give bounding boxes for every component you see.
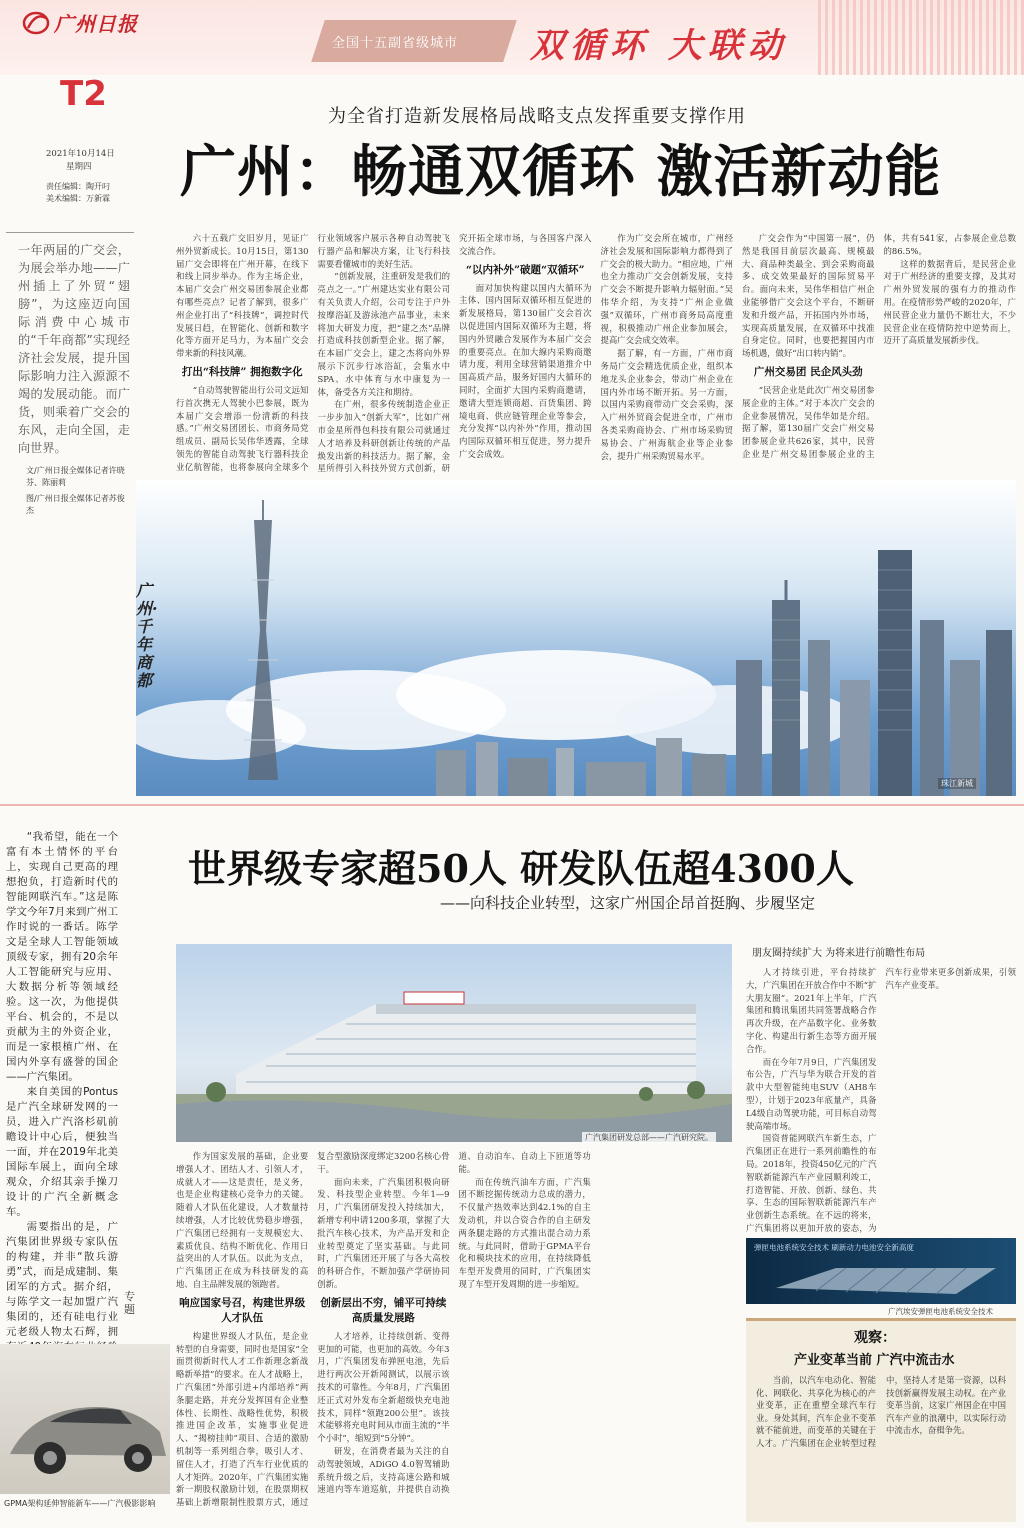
car-photo xyxy=(0,1344,170,1494)
skyline-label: 珠江新城 xyxy=(938,778,976,789)
feature-columns-right xyxy=(746,966,1016,1236)
feature-columns-left xyxy=(176,1150,732,1520)
battery-pack-svg xyxy=(746,1238,1016,1304)
lead-intro: 一年两届的广交会，为展会举办地——广州插上了外贸“翅膀”，为这座迈向国际消费中心城市的“千年商都”实现经济社会发展，提升国际影响力注入源源不竭的发展动能。而广货，则乘着广交会的东风，走向全国，走向世界。 xyxy=(18,243,130,455)
feature-subhead-1: 响应国家号召，构建世界级人才队伍 xyxy=(179,1296,306,1324)
lead-body-3b: 据了解，有一方面，广州市商务局广交会精选优质企业，组织本地龙头企业参会，带动广州企业在国内外市场不断开拓。另一方面，以国内采购商带动广交会采购，深入广州外贸商会促进全市，广州市各类采购商协会、广州市场采购贸易协会、广州海航企业等企业参会，提升广州采购贸易水平。 xyxy=(600,348,733,461)
lead-columns xyxy=(176,232,1016,480)
lead-body-2b: 面对加快构建以国内大循环为主体、国内国际双循环相互促进的新发展格局，第130届广交会首次以促进国内国际双循环为主题，将国内外贸融合发展作为本届广交会的重要亮点。在加大線内采购商邀请力度，利用全球营销渠道推介中国高质产品，服务好国内大循环的同时，全面扩大国内采购商邀请，邀请大型连锁商超、百货集团、跨境电商、供应链管理企业等参会，充分发挥“以内补外”作用，推动国内国际双循环相互促进，努力提升广交会成效。 xyxy=(459,282,592,459)
feature-body-1b: 构建世界级人才队伍，是企业转型的自身需要，同时也是国家“全面贯彻新时代人才工作新理念新战略新举措”的要求。在人才战略上，广汽集团“外部引进+内部培养”两条腿走路，并充分发挥国有企业整体性、长期性、战略性优势，积极推进国企改革，实施事业促进人、“揭榜挂帅”项目、合适的激励机制等一系列组合拳，吸引人才、留住人才，打造了汽车行业优质的人才矩阵。2020年，广汽集团实施新一期股权激励计划，在股票期权基础上新增限制性股票方式，通过复合型激励深度绑定3200名核心骨干。 xyxy=(176,1151,450,1508)
battery-photo-caption: 广汽埃安弹匣电池系统安全技术 xyxy=(888,1307,993,1316)
observe-subtitle: 产业变革当前 广汽中流击水 xyxy=(794,1353,955,1368)
region-tag-text: 全国十五副省级城市 xyxy=(332,36,459,51)
feature-body-4b: 而在今年7月9日，广汽集团发布公告，广汽与华为联合开发的首款中大型智能纯电SUV（AH8车型），计划于2023年底量产，具备L4级自动驾驶功能，可目标自动驾驶高端市场。 xyxy=(746,1056,877,1131)
feature-side-text: “我希望，能在一个富有本土情怀的平台上，实现自己更高的理想抱负，打造新时代的智能网联汽车。”这是陈学文今年7月来到广州工作时说的一番话。陈学文是全球人工智能领域顶级专家，拥有20余年人工智能研究与应用、大数据分析等领域经验。这一次，为他提供平台、机会的，不是以贡献为主的外资企业，而是一家根植广州、在国内外享有盛誉的国企——广汽集团。 xyxy=(6,831,118,1083)
feature-photo2-banner: 朋友圈持续扩大 为将来进行前瞻性布局 xyxy=(752,948,926,959)
lead-body-4c: 这样的数据背后，是民营企业对于广州经济的重要支撑，及其对广州外贸发展的强有力的推动作用。在疫情形势严峻的2020年，广州民营企业力量仍不断壮大，不少民营企业在疫情防控中逆势而上，迈开了高质量发展新步伐。 xyxy=(883,258,1016,346)
feature-subhead: ——向科技企业转型，这家广州国企昂首挺胸、步履坚定 xyxy=(440,894,816,912)
observe-text: 当前，以汽车电动化、智能化、网联化、共享化为核心的产业变革，正在重塑全球汽车行业。身处其间，汽车企业不变革就不能前进，而变革的关键在于人才。广汽集团在企业转型过程中，坚持人才是第一资源，以科技创新赢得发展主动权。在产业变革当前，这家广州国企在中国汽车产业的浪潮中，以实际行动中流击水，奋楫争先。 xyxy=(756,1375,1006,1448)
masthead-weekday: 星期四 xyxy=(66,162,92,172)
feature-body-1: 作为国家发展的基础，企业要增强人才、团结人才、引领人才，成就人才——这是责任，是义务，也是企业构建核心竞争力的关键。随着人才队伍化建设，人才数量持续增强，人才比较优势稳步增强，广汽集团已经拥有一支规模宏大、素质优良、结构不断优化、作用日益突出的人才队伍。以此为支点，广汽集团正在成为科技研发的高地、自主品牌发展的领跑者。 xyxy=(176,1151,309,1289)
lead-body-4: 广交会作为“中国第一展”，仍然是我国目前层次最高、规模最大、商品种类最全、到会采购商最多、成交效果最好的国际贸易平台。面向未来，吴伟华相信广州企业能够借广交会这个平台，不断研发和升级产品，开拓国内外市场，实现高质量发展，在双循环中找准自身定位。同时，也要把握国内市场机遇，做好“出口转内销”。 xyxy=(742,233,875,359)
lead-subhead-1: 打出“科技牌” 拥抱数字化 xyxy=(181,365,303,378)
lead-body-4b: “民营企业是此次广州交易团参展企业的主体。”对于本次广交会的企业参展情况，吴伟华如是介绍。据了解，第130届广交会广州交易团参展企业共626家，其中，民营企业是广州交易团参展企业的主体，共有541家，占参展企业总数的86.5%。 xyxy=(742,233,1016,459)
observe-box xyxy=(746,1318,1016,1522)
feature-headline: 世界级专家超50人 研发队伍超4300人 xyxy=(188,846,854,891)
banner-slogan: 双循环 大联动 xyxy=(530,26,788,66)
lead-body-2: 在广州，很多传统制造企业正一步步加入“创新大军”，比如广州市金星所得包科技有限公司就通过人才培养及科研创新让传统的产品焕发出新的科技活力。据了解，金星所得引入科技外贸方式创新，研究开拓全球市场，与各国客户深入交流合作。 xyxy=(317,233,592,474)
feature-body-2: 面向未来，广汽集团积极向研发、科技型企业转型。今年1—9月，广汽集团研发投入持续加大，新增专利申请1200多项，掌握了大批汽车核心技术，为产品开发和企业转型奠定了坚实基础。与此同时，广汽集团还开展了与各大高校的科研合作，不断加强产学研协同创新。 xyxy=(317,1176,450,1289)
feature-side-text-2: 来自美国的Pontus是广汽全球研发网的一员，进入广汽洛杉矶前瞻设计中心后，便独当一面，并在2019年北美国际车展上，面向全球观众，介绍其亲手操刀设计的广汽全新概念车。 xyxy=(6,1086,118,1218)
logo-text: 广州日报 xyxy=(54,12,138,36)
feature-body-3b: 而在传统汽油车方面，广汽集团不断挖掘传统动力总成的潜力，不仅量产热效率达到42.1%的自主发动机，并以合资合作的自主研发两条腿走路的方式推出混合动力系统。与此同时，借助于GPMA平台化和模块技术的应用，在持续降低车型开发费用的同时，广汽集团实现了车型开发周期的进一步缩短。 xyxy=(458,1176,591,1289)
lead-credit-photo: 图/广州日报全媒体记者苏俊杰 xyxy=(26,494,125,515)
research-building-svg xyxy=(176,944,732,1142)
lead-credit-text: 文/广州日报全媒体记者许晓芬、陈丽莉 xyxy=(26,466,125,487)
masthead-editor: 责任编辑：陶开叼 xyxy=(46,182,110,191)
lead-intro-box xyxy=(6,232,134,612)
banner-stripes xyxy=(818,0,1024,75)
research-photo xyxy=(176,944,732,1142)
lead-body-1c: “创新发展，注重研发是我们的亮点之一。”广州建达实业有限公司有关负责人介绍，公司专注于户外按摩浴缸及游泳池产品事业，未来将加大研发力度，把“建之杰”品牌打造成科技创新型企业。据了解，在本届广交会上，建之杰将向外界展示下沉步行冰浴缸，会集水中SPA、水中体育与水中康复为一体，备受各方关注和期待。 xyxy=(317,271,450,397)
masthead-date: 2021年10月14日 xyxy=(46,149,115,159)
feature-body-4: 人才持续引进，平台持续扩大，广汽集团在开放合作中不断“扩大朋友圈”。2021年上半年，广汽集团和腾讯集团共同签署战略合作再次升级，在产品数字化、业务数字化、构建出行新生态等方面开展合作。 xyxy=(746,967,877,1054)
feature-body-4c: 国资普能网联汽车新生态，广汽集团正在进行一系列前瞻性的布局。2018年，投资450亿元的广汽智联新能源汽车产业园顺利竣工，打造智能、开放、创新、绿色、共享、生态的国际智联新能源汽车产业创新生态系统。在不远的将来，广汽集团将以更加开放的姿态，为汽车行业带来更多创新成果，引领汽车产业变革。 xyxy=(746,967,1016,1233)
car-svg xyxy=(0,1344,170,1494)
lead-body-1: 六十五载广交旧岁月，见证广州外贸新成长。10月15日，第130届广交会即将在广州开幕，在线下和线上同步举办。作为主场企业，本届广交会广州交易团参展企业都有哪些亮点？记者了解到，很多广州企业打出了“科技牌”，调控时代发展日趋，在智能化、创新和数字化等方面开足马力，为本届广交会带来新的科技风潮。 xyxy=(176,233,309,359)
topic-label: 专题 xyxy=(124,1290,135,1316)
lead-body-3: 作为广交会所在城市，广州经济社会发展和国际影响力都得到了广交会的极大助力。“相应地，广州也全力推动广交会创新发展，支持广交会不断提升影响力辐射面。”吴伟华介绍，为支持“广州企业做强”双循环，广州市商务局高度重视，积极推动广州企业参加展会，提高广交会成交效率。 xyxy=(600,233,733,346)
battery-photo xyxy=(746,1238,1016,1304)
skyline-svg xyxy=(136,480,1016,796)
battery-photo-title: 弹匣电池系统安全技术 刷新动力电池安全新高度 xyxy=(754,1243,914,1252)
feature-divider xyxy=(0,804,1024,806)
research-photo-caption: 广汽集团研发总部——广汽研究院。 xyxy=(582,1132,716,1143)
skyline-vertical-caption: 广州·千年商都 xyxy=(136,581,158,690)
lead-kicker: 为全省打造新发展格局战略支点发挥重要支撑作用 xyxy=(328,106,746,127)
masthead-designer: 美术编辑：万新霖 xyxy=(46,194,110,203)
page-number: T2 xyxy=(60,74,107,114)
skyline-photo xyxy=(136,480,1016,796)
lead-headline: 广州：畅通双循环 激活新动能 xyxy=(180,140,942,205)
logo-emblem-icon xyxy=(22,10,50,36)
feature-side-text-3: 需要指出的是，广汽集团世界级专家队伍的构建，并非“散兵游勇”式，而是成建制、集团军的方式。据介绍，与陈学文一起加盟广汽集团的，还有硅电行业元老级人物太石辉，拥 xyxy=(6,1221,118,1338)
lead-subhead-3: 广州交易团 民企风头劲 xyxy=(753,365,863,378)
feature-side-box xyxy=(6,830,118,1422)
lead-body-1b: “自动驾驶智能出行公司文远知行首次携无人驾驶小巴参展，既为本届广交会增添一份清新的科技感。”广州交易团团长、市商务局党组成员、副局长吴伟华透露，全球领先的智能自动驾驶飞行器科技企业亿航智能，也将参展向全球多个行业领域客户展示各种自动驾驶飞行器产品和解决方案，让飞行科技需要看懂城市的美好生活。 xyxy=(176,233,450,472)
feature-subhead-2: 创新层出不穷，铺平可持续高质量发展路 xyxy=(320,1296,447,1324)
feature-body-3: 研发，在消费者最为关注的自动驾驶领域，ADiGO 4.0智驾辅助系统升级之后，支持高速公路和城速道内等车道巡航，并提供自动换道、自动泊车、自动上下匝道等功能。 xyxy=(317,1151,591,1495)
newspaper-logo xyxy=(22,8,138,37)
car-photo-caption: GPMA架构延伸智能新车——广汽极影影响 xyxy=(4,1499,156,1508)
lead-subhead-2: “以内补外”破题“双循环” xyxy=(465,263,585,276)
observe-title: 观察： xyxy=(854,1330,896,1346)
feature-body-2b: 人才培养，让持续创新、变得更加的可能，也更加的高效。今年3月，广汽集团发布弹匣电池，先后进行两次公开新闻测试，以展示该技术的可靠性。今年8月，广汽集团还正式对外发布全新超级快充电池技术，同样“领跑200公里”。该技术能够将充电时间从市面主流的“半个小时”，缩短到“5分钟”。 xyxy=(317,1330,450,1444)
